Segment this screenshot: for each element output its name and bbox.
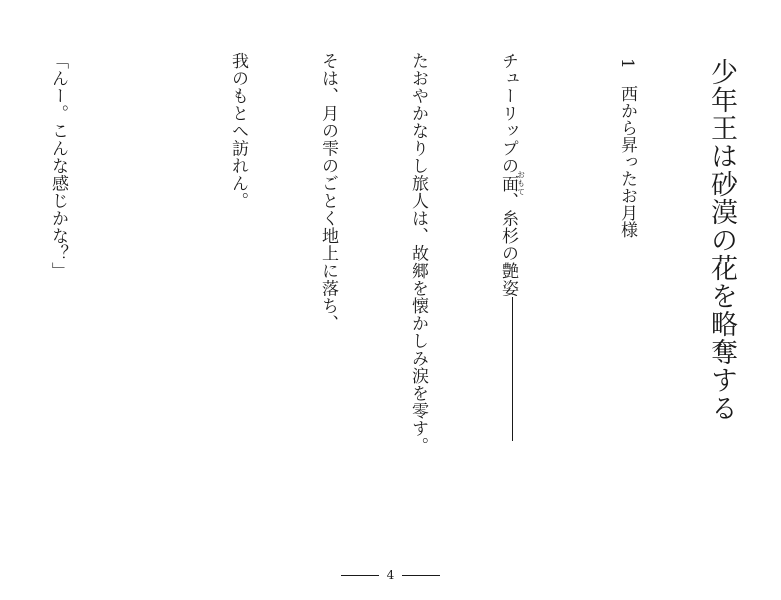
footer-rule-left (341, 575, 379, 576)
blank-line (133, 52, 163, 577)
chapter-number: 1 (617, 58, 637, 69)
footer-rule-right (402, 575, 440, 576)
body-text (0, 52, 585, 577)
page-footer (0, 568, 781, 582)
ruby-word: 面おもて (498, 170, 526, 196)
dialogue-line: 「んー。こんな感じかな？」 (48, 52, 68, 280)
poem-line: チューリップの面おもて、糸杉の艶姿 (493, 52, 525, 577)
poem-line: そは、月の雫のごとく地上に落ち、 (318, 52, 338, 332)
poem-line: たおやかなりし旅人は、故郷を懐かしみ涙を零す。 (408, 52, 428, 455)
poem-line: 我のもとへ訪れん。 (228, 52, 248, 210)
chapter-title: 西から昇ったお月様 (617, 84, 637, 238)
em-dash-rule (512, 297, 513, 441)
book-title: 少年王は砂漠の花を略奪する (706, 58, 737, 422)
page-number: 4 (386, 568, 395, 582)
chapter-heading (618, 58, 635, 238)
